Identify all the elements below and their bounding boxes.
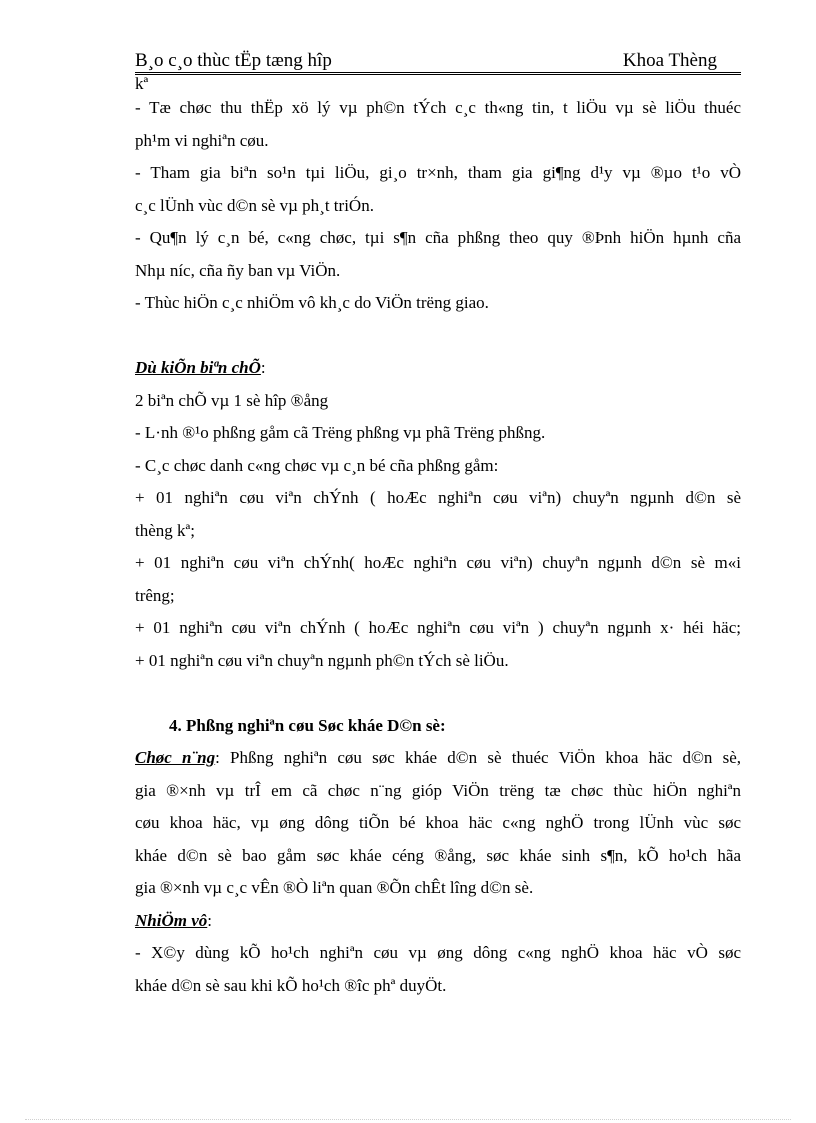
text-line: c¸c lÜnh vùc d©n sè vµ ph¸t triÓn. (135, 195, 374, 215)
text-line: + 01 nghiªn cøu viªn chuyªn ngµnh ph©n tÝch sè liÖu. (135, 650, 509, 670)
chucnang-text: : Phßng nghiªn cøu søc kháe d©n sè thuéc ViÖn khoa häc d©n sè, (215, 748, 741, 767)
text-line: + 01 nghiªn cøu viªn chÝnh ( hoÆc nghiªn cøu viªn ) chuyªn ngµnh x· héi häc; (135, 618, 741, 637)
nhiemvu-heading: NhiÖm vô (135, 910, 208, 930)
text-line: - Tham gia biªn so¹n tµi liÖu, gi¸o tr×nh, tham gia gi¶ng d¹y vµ ®µo t¹o vÒ (135, 163, 741, 182)
dukien-heading: Dù kiÕn biªn chÕ (135, 358, 261, 377)
header-department-continuation: kª (135, 74, 149, 93)
section-4-title: 4. Phßng nghiªn cøu Søc kháe D©n sè: (169, 715, 446, 735)
nhiemvu-heading-line (135, 905, 741, 938)
text-line: - L·nh ®¹o phßng gåm cã Trëng phßng vµ phã Trëng phßng. (135, 423, 546, 442)
chucnang-heading: Chøc n¨ng (135, 748, 216, 767)
text-line: + 01 nghiªn cøu viªn chÝnh ( hoÆc nghiªn cøu viªn) chuyªn ngµnh d©n sè (135, 488, 741, 507)
header-report-title: B¸o c¸o thùc tËp tæng hîp (135, 50, 332, 71)
text-line: kháe d©n sè sau khi kÕ ho¹ch ®îc phª duyÖt. (135, 975, 447, 995)
text-line: - Thùc hiÖn c¸c nhiÖm vô kh¸c do ViÖn trëng giao. (135, 293, 489, 312)
text-line: - X©y dùng kÕ ho¹ch nghiªn cøu vµ øng dông c«ng nghÖ khoa häc vÒ søc (135, 943, 741, 962)
text-line: Nhµ níc, cña ñy ban vµ ViÖn. (135, 260, 341, 280)
dukien-heading-colon: : (260, 358, 266, 377)
text-line: trêng; (135, 585, 175, 605)
page-bottom-border (25, 1119, 791, 1120)
text-line: gia ®×nh vµ trÎ em cã chøc n¨ng gióp ViÖn trëng tæ chøc thùc hiÖn nghiªn (135, 780, 741, 800)
nhiemvu-heading-colon: : (207, 910, 212, 930)
text-line: 2 biªn chÕ vµ 1 sè hîp ®ång (135, 390, 329, 410)
text-line: - Tæ chøc thu thËp xö lý vµ ph©n tÝch c¸c th«ng tin, t liÖu vµ sè liÖu thuéc (135, 98, 741, 117)
text-line: kháe d©n sè bao gåm søc kháe céng ®ång, søc kháe sinh s¶n, kÕ ho¹ch hãa (135, 845, 741, 865)
text-line: thèng kª; (135, 520, 195, 540)
text-line: cøu khoa häc, vµ øng dông tiÕn bé khoa häc c«ng nghÖ trong lÜnh vùc søc (135, 813, 741, 832)
blank-line (135, 677, 741, 710)
document-body (135, 92, 741, 1002)
dukien-heading-line (135, 352, 741, 385)
text-line: - Qu¶n lý c¸n bé, c«ng chøc, tµi s¶n cña phßng theo quy ®Þnh hiÖn hµnh cña (135, 228, 741, 247)
chucnang-first-line (135, 742, 741, 775)
page-header (135, 50, 741, 75)
text-line: - C¸c chøc danh c«ng chøc vµ c¸n bé cña phßng gåm: (135, 455, 499, 475)
text-line: ph¹m vi nghiªn cøu. (135, 130, 269, 150)
text-line: + 01 nghiªn cøu viªn chÝnh( hoÆc nghiªn cøu viªn) chuyªn ngµnh d©n sè m«i (135, 553, 741, 572)
blank-line (135, 320, 741, 353)
text-line: gia ®×nh vµ c¸c vÊn ®Ò liªn quan ®Õn chÊt lîng d©n sè. (135, 878, 534, 897)
header-department: Khoa Thèng (622, 50, 717, 71)
